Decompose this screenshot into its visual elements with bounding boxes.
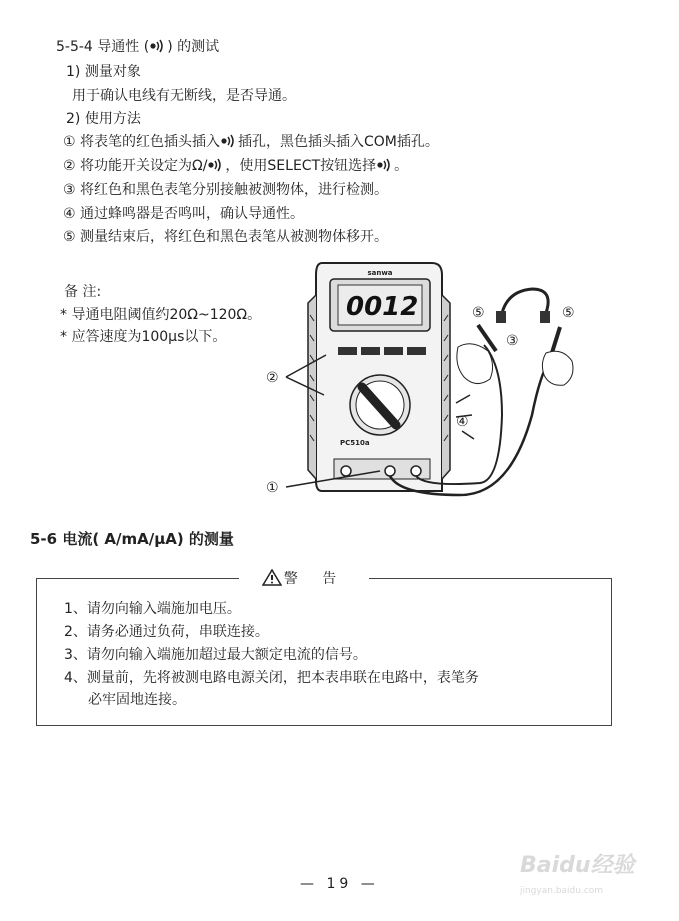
step-4: ④ 通过蜂鸣器是否鸣叫，确认导通性。 [63, 206, 304, 222]
multimeter-illustration [250, 255, 610, 500]
warning-title: 警 告 [283, 571, 347, 587]
section-heading [56, 38, 219, 56]
warning-item-3: 3、请勿向输入端施加超过最大额定电流的信号。 [64, 647, 367, 663]
step-2-mid: ，使用SELECT按钮选择 [225, 158, 377, 174]
continuity-sound-icon [149, 39, 167, 53]
notes-title: 备 注: [64, 284, 102, 300]
step-1 [63, 133, 439, 151]
hold-button[interactable] [407, 347, 426, 355]
continuity-sound-icon [376, 158, 394, 172]
step-1-pre: ① 将表笔的红色插头插入 [63, 134, 221, 150]
step-1-post: 插孔，黑色插头插入COM插孔。 [238, 134, 439, 150]
callout-5-right: ⑤ [562, 305, 575, 321]
step-5: ⑤ 测量结束后，将红色和黑色表笔从被测物体移开。 [63, 229, 388, 245]
section-heading-post: ) 的测试 [167, 39, 220, 55]
sub1-text: 用于确认电线有无断线，是否导通。 [72, 88, 296, 104]
callout-4: ④ [456, 414, 469, 430]
section-heading-pre: 5-5-4 导通性 ( [56, 39, 150, 55]
step-3: ③ 将红色和黑色表笔分别接触被测物体，进行检测。 [63, 182, 388, 198]
lcd-reading: 0012 [346, 292, 419, 322]
step-2 [63, 157, 408, 175]
sub-heading-2: 2) 使用方法 [66, 111, 141, 127]
sub-heading-1: 1) 测量对象 [66, 64, 141, 80]
callout-1: ① [266, 480, 279, 496]
rotary-switch[interactable] [350, 375, 410, 435]
section-2-heading: 5-6 电流( A/mA/μA) 的测量 [30, 530, 234, 548]
right-hand [542, 351, 573, 385]
continuity-sound-icon [220, 134, 238, 148]
watermark-url: jingyan.baidu.com [520, 886, 604, 896]
continuity-sound-icon [207, 158, 225, 172]
terminal-a[interactable] [341, 466, 351, 476]
step-2-post: 。 [394, 158, 409, 174]
callout-3: ③ [506, 333, 519, 349]
warning-header [239, 568, 369, 588]
model-label: PC510a [340, 439, 370, 447]
page-number: — 19 — [300, 876, 379, 892]
warning-item-1: 1、请勿向输入端施加电压。 [64, 601, 241, 617]
callout-5-left: ⑤ [472, 305, 485, 321]
step-2-pre: ② 将功能开关设定为Ω/ [63, 158, 208, 174]
rel-button[interactable] [384, 347, 403, 355]
warning-triangle-icon [262, 569, 282, 586]
select-button[interactable] [338, 347, 357, 355]
callout-2: ② [266, 370, 279, 386]
warning-item-4-cont: 必牢固地连接。 [88, 692, 186, 708]
terminal-v[interactable] [411, 466, 421, 476]
test-wire [502, 289, 548, 313]
brand-label: sanwa [367, 269, 393, 277]
note-item-2: * 应答速度为100μs以下。 [60, 329, 227, 345]
watermark-logo: Baidu经验 [520, 853, 635, 878]
range-button[interactable] [361, 347, 380, 355]
note-item-1: * 导通电阻阈值约20Ω~120Ω。 [60, 307, 262, 323]
warning-item-2: 2、请务必通过负荷，串联连接。 [64, 624, 269, 640]
warning-item-4: 4、测量前，先将被测电路电源关闭，把本表串联在电路中，表笔务 [64, 670, 479, 686]
terminal-com[interactable] [385, 466, 395, 476]
